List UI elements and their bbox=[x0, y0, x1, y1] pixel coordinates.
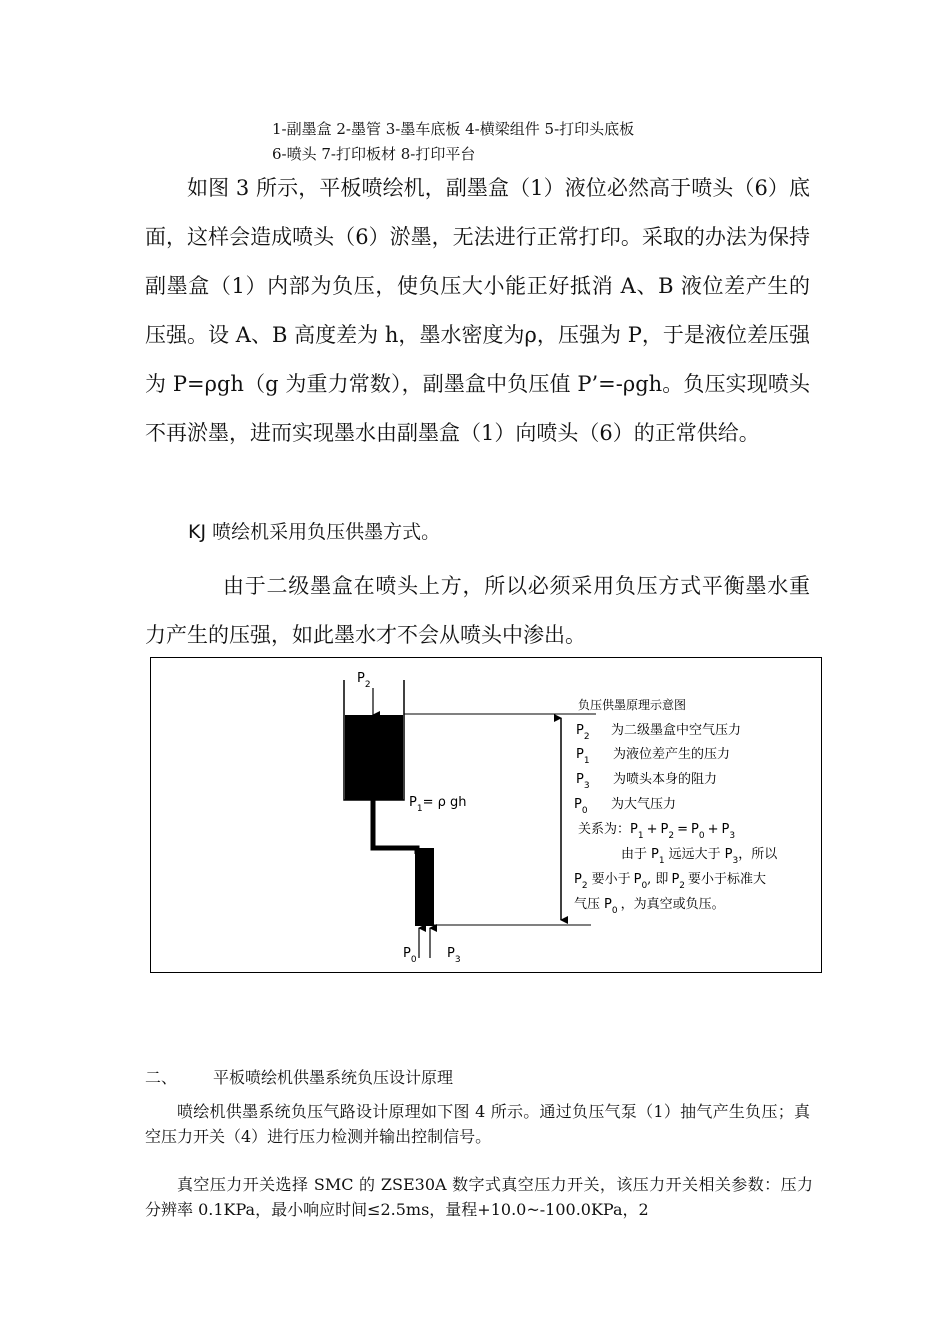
paragraph-figure3-explanation: 如图 3 所示，平板喷绘机，副墨盒（1）液位必然高于喷头（6）底面，这样会造成喷头（6）淤墨，无法进行正常打印。采取的办法为保持副墨盒（1）内部为负压，使负压大小能正好抵消 A、B 液位差产生的压强。设 A、B 高度差为 h，墨水密度为ρ，压强为 P，于是液位差压强为 P=ρgh（g 为重力常数），副墨盒中负压值 P’=-ρgh。负压实现喷头不再淤墨，进而实现墨水由副墨盒（1）向喷头（6）的正常供给。 bbox=[145, 176, 810, 445]
label-p2-top: $P_2$ bbox=[357, 671, 371, 690]
negative-pressure-diagram bbox=[150, 657, 822, 973]
legend-p1: $P_1$ 为液位差产生的压力 bbox=[576, 747, 731, 766]
note-line-2: $P_2$ 要小于 $P_0$, 即 $P_2$ 要小于标准大 bbox=[574, 872, 767, 891]
relation-equation: 关系为：$P_1 + P_2 = P_0 + P_3$ bbox=[578, 822, 736, 841]
figure-caption-line-1: 1-副墨盒 2-墨管 3-墨车底板 4-横梁组件 5-打印头底板 bbox=[272, 120, 635, 138]
note-line-1: 由于 $P_1$ 远远大于 $P_3$，所以 bbox=[621, 847, 778, 866]
print-head bbox=[415, 848, 434, 926]
paragraph-kj-negative-pressure: KJ 喷绘机采用负压供墨方式。 bbox=[188, 521, 441, 543]
label-p3-bottom: $P_3$ bbox=[447, 946, 461, 965]
figure-caption-line-2: 6-喷头 7-打印板材 8-打印平台 bbox=[272, 145, 476, 163]
legend-p0: $P_0$ 为大气压力 bbox=[574, 797, 677, 816]
diagram-title: 负压供墨原理示意图 bbox=[578, 698, 687, 712]
legend-p3: $P_3$ 为喷头本身的阻力 bbox=[576, 772, 718, 791]
ink-box-fill bbox=[345, 715, 403, 800]
note-line-3: 气压 $P_0$ ，为真空或负压。 bbox=[574, 897, 725, 916]
paragraph-ink-supply-design: 喷绘机供墨系统负压气路设计原理如下图 4 所示。通过负压气泵（1）抽气产生负压；真空压力开关（4）进行压力检测并输出控制信号。 bbox=[145, 1102, 810, 1146]
section-number: 二、 bbox=[145, 1068, 178, 1087]
paragraph-vacuum-switch: 真空压力开关选择 SMC 的 ZSE30A 数字式真空压力开关，该压力开关相关参数：压力分辨率 0.1KPa，最小响应时间≤2.5ms，量程+10.0~-100.0KPa，2 bbox=[145, 1175, 813, 1219]
label-p0-bottom: $P_0$ bbox=[403, 946, 417, 965]
paragraph-secondary-ink-box: 由于二级墨盒在喷头上方，所以必须采用负压方式平衡墨水重力产生的压强，如此墨水才不会从喷头中渗出。 bbox=[145, 574, 810, 647]
section-heading bbox=[145, 1066, 453, 1090]
label-p1-formula: $P_1= \rho$ gh bbox=[409, 795, 467, 814]
legend-p2: $P_2$ 为二级墨盒中空气压力 bbox=[576, 723, 742, 742]
section-title: 平板喷绘机供墨系统负压设计原理 bbox=[213, 1068, 454, 1087]
diagram-svg bbox=[151, 658, 823, 974]
